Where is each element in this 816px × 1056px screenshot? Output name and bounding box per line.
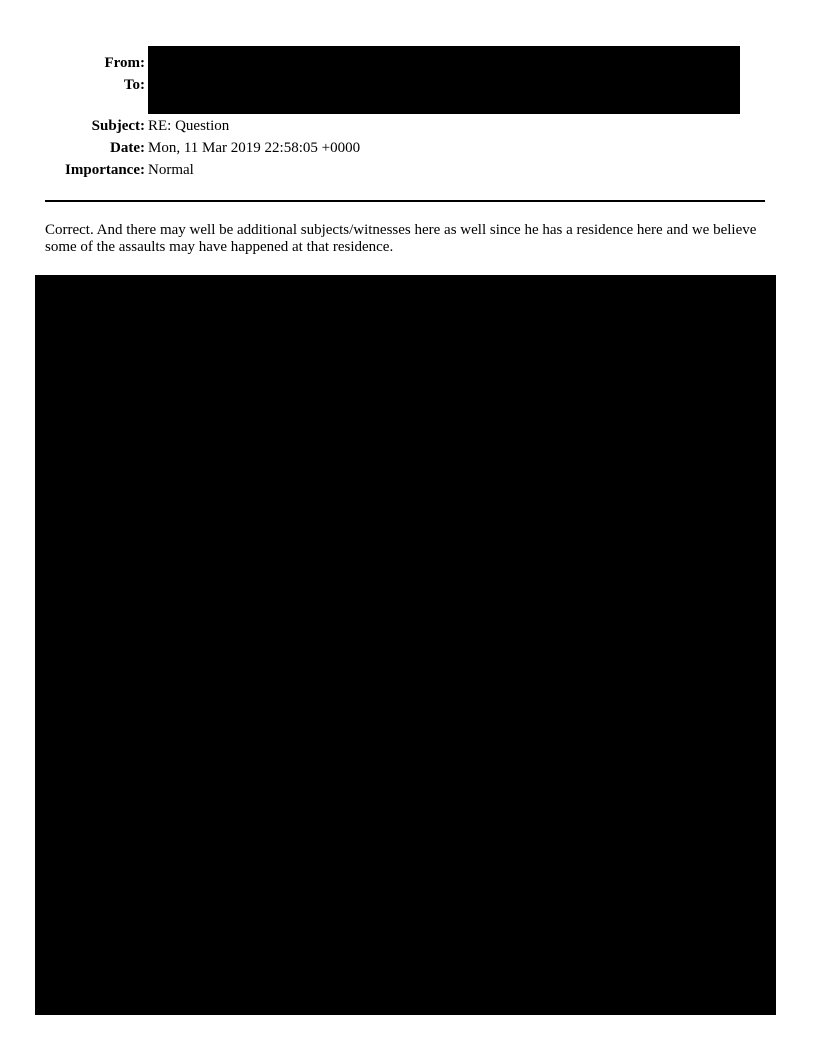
subject-value: RE: Question	[148, 118, 230, 134]
subject-label: Subject:	[91, 118, 145, 134]
message-body: Correct. And there may well be additional subjects/witnesses here as well since he has a residence here and we believe some of the assaults may have happened at that residence.	[45, 222, 757, 255]
sender-recipient-redaction	[148, 46, 740, 114]
header-divider	[45, 200, 765, 202]
to-label: To:	[123, 77, 145, 93]
importance-label: Importance:	[65, 162, 145, 178]
importance-value: Normal	[148, 162, 194, 178]
date-label: Date:	[110, 140, 145, 156]
date-value: Mon, 11 Mar 2019 22:58:05 +0000	[148, 140, 361, 156]
from-label: From:	[104, 55, 145, 71]
body-redaction	[35, 275, 776, 1015]
